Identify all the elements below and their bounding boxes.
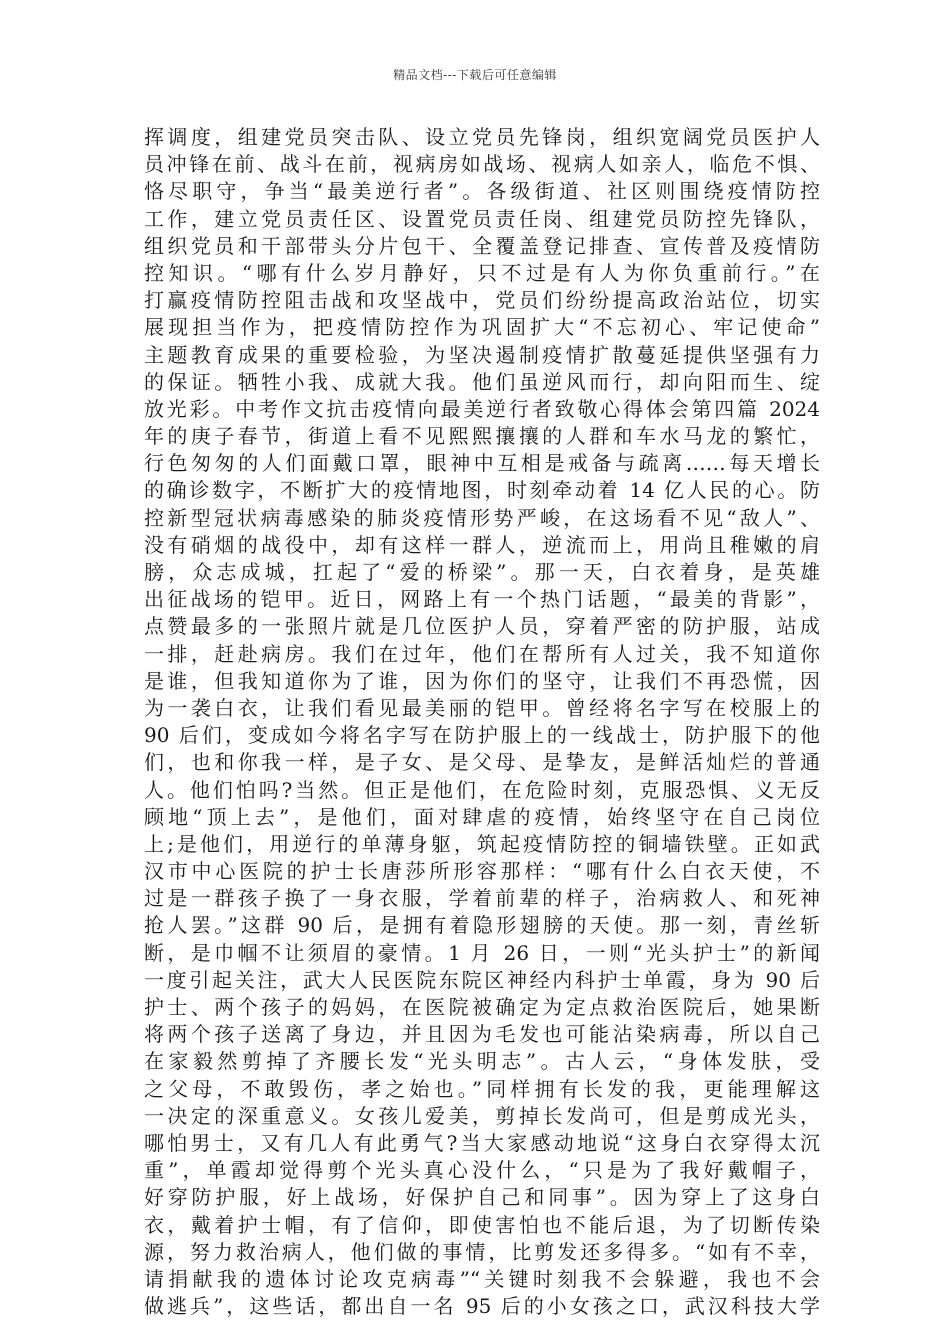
text-line: 恪尽职守，争当“最美逆行者”。各级街道、社区则围绕疫情防控 xyxy=(144,179,820,204)
text-line: 请捐献我的遗体讨论攻克病毒”“关键时刻我不会躲避，我也不会 xyxy=(144,1266,820,1291)
text-line: 做逃兵”，这些话，都出自一名 95 后的小女孩之口，武汉科技大学 xyxy=(144,1294,820,1319)
text-line: 之父母，不敢毁伤，孝之始也。”同样拥有长发的我，更能理解这 xyxy=(144,1076,820,1101)
text-line: 控新型冠状病毒感染的肺炎疫情形势严峻，在这场看不见“敌人”、 xyxy=(144,505,820,530)
text-line: 打赢疫情防控阻击战和攻坚战中，党员们纷纷提高政治站位，切实 xyxy=(144,288,820,313)
text-line: 哪怕男士，又有几人有此勇气?当大家感动地说“这身白衣穿得太沉 xyxy=(144,1130,820,1155)
document-body xyxy=(144,124,820,1320)
text-line: 顾地“顶上去”，是他们，面对肆虐的疫情，始终坚守在自己岗位 xyxy=(144,804,820,829)
text-line: 主题教育成果的重要检验，为坚决遏制疫情扩散蔓延提供坚强有力 xyxy=(144,342,820,367)
text-line: 膀，众志成城，扛起了“爱的桥梁”。那一天，白衣着身，是英雄 xyxy=(144,560,820,584)
text-line: 源，努力救治病人，他们做的事情，比剪发还多得多。“如有不幸， xyxy=(144,1239,820,1264)
text-line: 放光彩。中考作文抗击疫情向最美逆行者致敬心得体会第四篇 2024 xyxy=(144,396,820,421)
text-line: 断，是巾帼不让须眉的豪情。1 月 26 日，一则“光头护士”的新闻 xyxy=(144,940,820,965)
text-line: 控知识。“哪有什么岁月静好，只不过是有人为你负重前行。”在 xyxy=(144,260,820,285)
text-line: 的确诊数字，不断扩大的疫情地图，时刻牵动着 14 亿人民的心。防 xyxy=(144,478,820,503)
text-line: 挥调度，组建党员突击队、设立党员先锋岗，组织宽阔党员医护人 xyxy=(144,125,820,149)
text-line: 重”，单霞却觉得剪个光头真心没什么，“只是为了我好戴帽子， xyxy=(144,1158,820,1183)
text-line: 员冲锋在前、战斗在前，视病房如战场、视病人如亲人，临危不惧、 xyxy=(144,152,820,177)
text-line: 汉市中心医院的护士长唐莎所形容那样：“哪有什么白衣天使，不 xyxy=(144,859,820,884)
text-line: 好穿防护服，好上战场，好保护自己和同事”。因为穿上了这身白 xyxy=(144,1185,820,1210)
text-line: 的保证。牺牲小我、成就大我。他们虽逆风而行，却向阳而生、绽 xyxy=(144,369,820,394)
text-line: 年的庚子春节，街道上看不见熙熙攘攘的人群和车水马龙的繁忙， xyxy=(144,424,820,449)
text-line: 们，也和你我一样，是子女、是父母、是挚友，是鲜活灿烂的普通 xyxy=(144,750,820,775)
text-line: 衣，戴着护士帽，有了信仰，即使害怕也不能后退，为了切断传染 xyxy=(144,1212,820,1237)
text-line: 上;是他们，用逆行的单薄身躯，筑起疫情防控的铜墙铁壁。正如武 xyxy=(144,831,820,856)
text-line: 为一袭白衣，让我们看见最美丽的铠甲。曾经将名字写在校服上的 xyxy=(144,695,820,720)
text-line: 行色匆匆的人们面戴口罩，眼神中互相是戒备与疏离……每天增长 xyxy=(144,451,820,476)
text-line: 90 后们，变成如今将名字写在防护服上的一线战士，防护服下的他 xyxy=(144,723,820,748)
text-line: 一决定的深重意义。女孩儿爱美，剪掉长发尚可，但是剪成光头， xyxy=(144,1103,820,1128)
text-line: 出征战场的铠甲。近日，网路上有一个热门话题，“最美的背影”， xyxy=(144,587,820,612)
text-line: 没有硝烟的战役中，却有这样一群人，逆流而上，用尚且稚嫩的肩 xyxy=(144,532,820,557)
text-line: 一度引起关注，武大人民医院东院区神经内科护士单霞，身为 90 后 xyxy=(144,967,820,992)
text-line: 将两个孩子送离了身边，并且因为毛发也可能沾染病毒，所以自己 xyxy=(144,1022,820,1047)
text-line: 是谁，但我知道你为了谁，因为你们的坚守，让我们不再恐慌，因 xyxy=(144,668,820,693)
page-header: 精品文档---下载后可任意编辑 xyxy=(393,68,557,82)
text-line: 点赞最多的一张照片就是几位医护人员，穿着严密的防护服，站成 xyxy=(144,614,820,639)
text-line: 人。他们怕吗?当然。但正是他们，在危险时刻，克服恐惧、义无反 xyxy=(144,777,820,802)
text-line: 过是一群孩子换了一身衣服，学着前辈的样子，治病救人、和死神 xyxy=(144,886,820,911)
text-line: 在家毅然剪掉了齐腰长发“光头明志”。古人云，“身体发肤，受 xyxy=(144,1049,820,1074)
text-line: 展现担当作为，把疫情防控作为巩固扩大“不忘初心、牢记使命” xyxy=(144,315,820,340)
text-line: 组织党员和干部带头分片包干、全覆盖登记排查、宣传普及疫情防 xyxy=(144,233,820,258)
text-line: 一排，赶赴病房。我们在过年，他们在帮所有人过关，我不知道你 xyxy=(144,641,820,666)
text-line: 抢人罢。”这群 90 后，是拥有着隐形翅膀的天使。那一刻，青丝斩 xyxy=(144,913,820,938)
text-line: 工作，建立党员责任区、设置党员责任岗、组建党员防控先锋队， xyxy=(144,206,820,231)
text-line: 护士、两个孩子的妈妈，在医院被确定为定点救治医院后，她果断 xyxy=(144,995,820,1019)
